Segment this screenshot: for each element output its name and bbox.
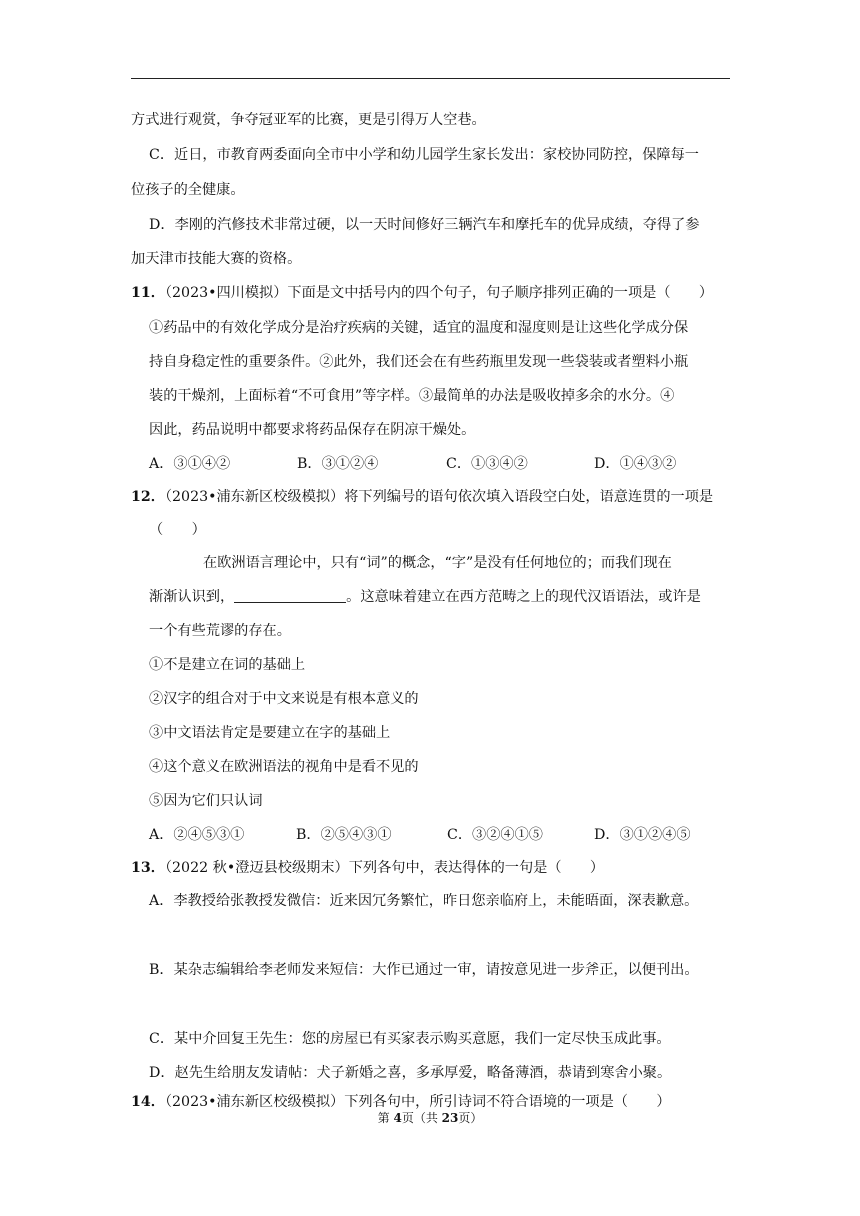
q13-stem	[131, 858, 604, 878]
q13-stem-text: （2022 秋•澄迈县校级期末）下列各句中，表达得体的一句是（ ）	[164, 860, 605, 876]
q11-option-c: C．①③④②	[446, 456, 528, 472]
q11-stem	[131, 283, 713, 303]
q11-option-a: A．③①④②	[149, 456, 231, 472]
header-rule	[131, 78, 730, 79]
footer-page-number: 4	[393, 1111, 402, 1125]
q11-passage-line2: 持自身稳定性的重要条件。②此外，我们还会在有些药瓶里发现一些袋装或者塑料小瓶	[149, 354, 689, 370]
footer-total-pages: 23	[441, 1111, 459, 1125]
q13-number: 13．	[131, 860, 165, 876]
q12-passage-line3: 一个有些荒谬的存在。	[149, 623, 291, 639]
q10-option-d-line1: D．李刚的汽修技术非常过硬，以一天时间修好三辆汽车和摩托车的优异成绩，夺得了参	[149, 217, 700, 233]
q14-stem-text: （2023•浦东新区校级模拟）下列各句中，所引诗词不符合语境的一项是（ ）	[164, 1094, 671, 1110]
q12-item-5: ⑤因为它们只认词	[149, 793, 263, 809]
q12-passage-line2	[149, 587, 701, 607]
q14-stem	[131, 1092, 671, 1112]
q12-stem	[131, 487, 713, 507]
q14-number: 14．	[131, 1094, 165, 1110]
q13-option-b: B．某杂志编辑给李老师发来短信：大作已通过一审，请按意见进一步斧正，以便刊出。	[149, 962, 699, 978]
q12-option-a: A．②④⑤③①	[149, 827, 245, 843]
q12-stem-bracket: （ ）	[149, 522, 206, 538]
footer-prefix: 第	[377, 1111, 394, 1125]
q12-passage-line2-end: 。这意味着建立在西方范畴之上的现代汉语语法，或许是	[346, 589, 701, 605]
q12-passage-line1: 在欧洲语言理论中，只有“词”的概念，“字”是没有任何地位的；而我们现在	[203, 555, 672, 571]
q12-fill-blank	[234, 588, 346, 603]
q12-item-3: ③中文语法肯定是要建立在字的基础上	[149, 725, 391, 741]
q10-text-line: 方式进行观赏，争夺冠亚军的比赛，更是引得万人空巷。	[131, 112, 486, 128]
page-footer	[0, 1110, 860, 1126]
footer-middle: 页（共	[401, 1111, 442, 1125]
q13-option-c: C．某中介回复王先生：您的房屋已有买家表示购买意愿，我们一定尽快玉成此事。	[149, 1031, 671, 1047]
q11-number: 11．	[131, 285, 165, 301]
q12-item-2: ②汉字的组合对于中文来说是有根本意义的	[149, 691, 419, 707]
q12-option-b: B．②⑤④③①	[296, 827, 392, 843]
q12-passage-line2-start: 渐渐认识到，	[149, 589, 235, 605]
q13-option-a: A．李教授给张教授发微信：近来因冗务繁忙，昨日您亲临府上，未能晤面，深表歉意。	[149, 893, 699, 909]
q10-option-c-line2: 位孩子的全健康。	[131, 182, 245, 198]
q12-item-4: ④这个意义在欧洲语法的视角中是看不见的	[149, 759, 419, 775]
q12-option-d: D．③①②④⑤	[594, 827, 691, 843]
q10-option-d-line2: 加天津市技能大赛的资格。	[131, 251, 302, 267]
q11-option-d: D．①④③②	[594, 456, 677, 472]
q11-passage-line1: ①药品中的有效化学成分是治疗疾病的关键，适宜的温度和湿度则是让这些化学成分保	[149, 320, 689, 336]
q12-options	[0, 825, 860, 845]
q11-passage-line4: 因此，药品说明中都要求将药品保存在阴凉干燥处。	[149, 422, 476, 438]
q11-option-b: B．③①②④	[297, 456, 379, 472]
q11-passage-line3: 装的干燥剂，上面标着“不可食用”等字样。③最简单的办法是吸收掉多余的水分。④	[149, 388, 675, 404]
q12-number: 12．	[131, 489, 165, 505]
q13-option-d: D．赵先生给朋友发请帖：犬子新婚之喜，多承厚爱，略备薄酒，恭请到寒舍小聚。	[149, 1065, 672, 1081]
footer-suffix: 页）	[458, 1111, 483, 1125]
q11-stem-text: （2023•四川模拟）下面是文中括号内的四个句子，句子顺序排列正确的一项是（ ）	[164, 285, 714, 301]
q12-stem-text: （2023•浦东新区校级模拟）将下列编号的语句依次填入语段空白处，语意连贯的一项是	[164, 489, 714, 505]
q10-option-c-line1: C．近日，市教育两委面向全市中小学和幼儿园学生家长发出：家校协同防控，保障每一	[149, 147, 699, 163]
q11-options	[0, 454, 860, 474]
q12-option-c: C．③②④①⑤	[447, 827, 543, 843]
q12-item-1: ①不是建立在词的基础上	[149, 657, 306, 673]
